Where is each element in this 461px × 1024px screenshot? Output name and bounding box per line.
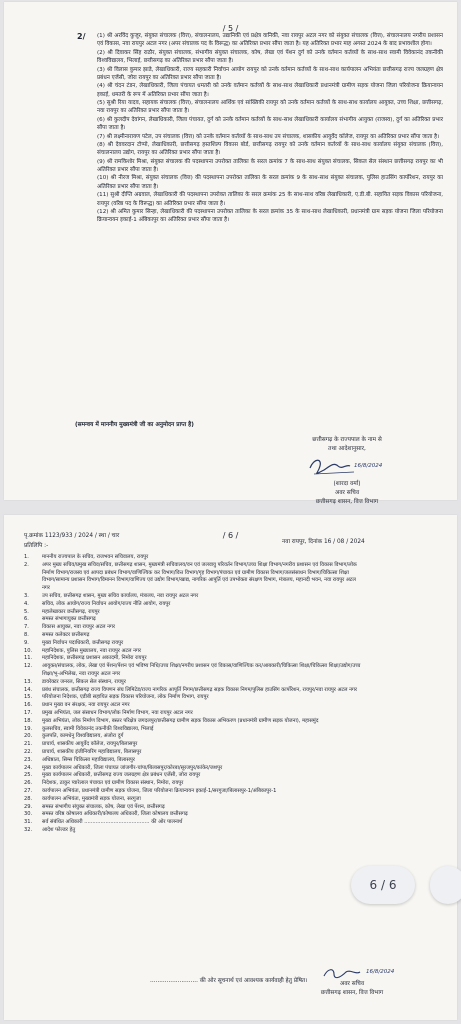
list-item	[24, 780, 364, 788]
list-item-text: कार्यपालन अभियंता, प्रधानमंत्री ग्रामीण सड़क योजना, जिला परियोजना क्रियान्वयन इकाई-1/सरगुजा/बिलासपुर-1/अंबिकापुर-1	[42, 787, 277, 794]
list-item-number: 19.	[24, 725, 33, 732]
list-item-text: अपर मुख्य सचिव/प्रमुख सचिव/सचिव, छत्तीसगढ़ शासन, मुख्यमंत्री सचिवालय/वन एवं जलवायु परिवर्तन विभाग/उच्च शिक्षा विभाग/नगरीय प्रशासन एवं विकास विभाग/लोक निर्माण विभाग/राजस्व एवं आपदा प्रबंधन विभाग/वाणिज्यिक कर विभाग/वित्त विभाग/गृह विभाग/पंचायत एवं ग्रामीण विकास विभाग/जलसंसाधन विभाग/चिकित्सा शिक्षा विभाग/सामान्य प्रशासन विभाग/विमानन विभाग/वाणिज्य एवं उद्योग विभाग/खाद्य, नागरिक आपूर्ति एवं उपभोक्ता संरक्षण विभाग, मंत्रालय, महानदी भवन, नवा रायपुर अटल नगर	[42, 561, 357, 592]
signature-date: 16/8/2024	[366, 969, 395, 975]
signature-line1: छत्तीसगढ़ के राज्यपाल के नाम से	[312, 437, 382, 443]
order-paragraph: (3) श्री विलास कुमार झाडे, लेखाधिकारी, राज्य सहकारी निर्वाचन आयोग रायपुर को उनके वर्तमान कर्तव्यों के साथ-साथ कार्यपालन अभियंता छत्तीसगढ़ राज्य जलग्रहण क्षेत्र प्रबंधन एजेंसी, जोरा रायपुर का अतिरिक्त प्रभार सौंपा जाता है।	[97, 66, 443, 81]
list-item-number: 18.	[24, 717, 33, 724]
list-item-number: 27.	[24, 787, 33, 794]
place-date: नवा रायपुर, दिनांक 16 / 08 / 2024	[282, 539, 365, 545]
list-item-number: 6.	[24, 616, 29, 623]
list-item	[24, 601, 364, 609]
order-paragraph: (2) श्री दिवाकर सिंह राठौर, संयुक्त संचालक, संभागीय संयुक्त संचालक, कोष, लेखा एवं पेंशन दुर्ग को उनके वर्तमान कर्तव्यों के साथ-साथ स्वामी विवेकानंद तकनीकी विश्वविद्यालय, भिलाई, छत्तीसगढ़ का अतिरिक्त प्रभार सौंपा जाता है।	[97, 49, 443, 65]
signature-block-page6	[262, 966, 442, 998]
list-item-text: मुख्य निर्वाचन पदाधिकारी, छत्तीसगढ़ रायपुर	[42, 639, 124, 646]
signatory-office: छत्तीसगढ़ शासन, वित्त विभाग	[315, 499, 379, 505]
list-item	[24, 562, 364, 593]
order-paragraphs	[97, 32, 443, 225]
list-item	[24, 796, 364, 804]
list-item-number: 8.	[24, 631, 29, 638]
list-item-text: परियोजना निदेशक, एडीबी सहायित सड़क विकास परियोजना, लोक निर्माण विभाग, रायपुर	[42, 694, 209, 701]
copy-label: प्रतिलिपि :-	[24, 543, 49, 549]
order-paragraph: (10) श्री नीरज मिश्रा, संयुक्त संचालक (वित्त) की पदस्थापना उपरोक्त तालिका के सरल क्रमांक 9 के साथ-साथ संयुक्त संचालक, पुलिस हाउसिंग कार्पोरेशन, रायपुर का अतिरिक्त प्रभार सौंपा जाता है।	[97, 175, 443, 190]
list-item-text: मुख्य अभियंता, लोक निर्माण विभाग, बस्तर परिक्षेत्र जगदलपुर/छत्तीसगढ़ ग्रामीण सड़क विकास अभिकरण (प्रधानमंत्री ग्रामीण सड़क योजना), महासमुंद	[42, 717, 319, 724]
endorsement-number: पृ.क्रमांक 1123/933 / 2024 / स्था / चार	[24, 533, 120, 539]
list-item-text: मुख्य कार्यपालन अधिकारी, जिला पंचायत जांजगीर-चांपा/बिलासपुर/कोरबा/सूरजपुर/कांकेर/जशपुर	[42, 764, 223, 771]
list-item	[24, 827, 364, 835]
list-item	[24, 632, 364, 640]
list-item-number: 21.	[24, 741, 33, 748]
list-item-number: 14.	[24, 686, 33, 693]
handwritten-signature	[262, 966, 442, 980]
list-item-text: प्रधान मुख्य वन संरक्षक, नवा रायपुर अटल नगर	[42, 702, 130, 709]
list-item-text: मुख्य कार्यपालन अधिकारी, छत्तीसगढ़ राज्य जलग्रहण क्षेत्र प्रबंधन एजेंसी, जोरा रायपुर	[42, 772, 201, 779]
list-item-number: 2.	[24, 561, 29, 568]
order-paragraph: (7) श्री लक्ष्मीनारायण पटेल, उप संचालक (वित्त) को उनके वर्तमान कर्तव्यों के साथ-साथ उप संचालक, शासकीय आयुर्वेद कॉलेज, रायपुर का अतिरिक्त प्रभार सौंपा जाता है।	[97, 133, 440, 140]
list-item-number: 12.	[24, 663, 33, 670]
page-number: / 5 /	[222, 24, 239, 33]
list-item-text: प्राचार्य, शासकीय इंजीनियरिंग महाविद्यालय, बिलासपुर	[42, 748, 142, 755]
list-item	[24, 616, 364, 624]
list-item-number: 17.	[24, 709, 33, 716]
list-item	[24, 819, 364, 827]
list-item-text: महानिदेशक, पुलिस मुख्यालय, नवा रायपुर अटल नगर	[42, 647, 141, 654]
list-item	[24, 679, 364, 687]
list-item	[24, 663, 364, 679]
order-paragraph: (5) सुश्री रिया यादव, सहायक संचालक (वित्त), संचालनालय आर्थिक एवं सांख्यिकी रायपुर को उनके वर्तमान कर्तव्यों के साथ-साथ कार्यालय आयुक्त, उच्च शिक्षा, छत्तीसगढ़, नवा रायपुर का अतिरिक्त प्रभार सौंपा जाता है।	[97, 100, 443, 115]
list-item-text: प्रमुख अभियंता, जल संसाधन विभाग/लोक निर्माण विभाग, नवा रायपुर अटल नगर	[42, 709, 193, 716]
list-item-text: कुलपति, कामधेनु विश्वविद्यालय, अंजोरा दुर्ग	[42, 733, 124, 740]
list-item	[24, 624, 364, 632]
list-item-number: 29.	[24, 803, 33, 810]
signatory-designation: अवर सचिव	[339, 981, 365, 987]
list-item-text: निदेशक, ठाकुर प्यारेलाल पंचायत एवं ग्रामीण विकास संस्थान, निमोरा, रायपुर	[42, 780, 184, 787]
list-item-text: अधिष्ठाता, सिम्स चिकित्सा महाविद्यालय, बिलासपुर	[42, 756, 135, 763]
list-item-number: 16.	[24, 702, 33, 709]
forward-note: .......................... की ओर सूचनार्थ एवं आवश्यक कार्यवाही हेतु प्रेषित।	[150, 978, 308, 984]
order-paragraph: (6) श्री कुलदीप देवांगन, लेखाधिकारी, जिला पंचायत, दुर्ग को उनके वर्तमान कर्तव्यों के साथ-साथ लेखाधिकारी कार्यालय संभागीय आयुक्त (राजस्व), दुर्ग का अतिरिक्त प्रभार सौंपा जाता है।	[97, 116, 443, 132]
list-item-text: महानिदेशक, छत्तीसगढ़ प्रशासन अकादमी, निमोरा रायपुर	[42, 655, 147, 662]
list-item-text: सर्व संबंधित अधिकारी ........................................ की ओर पालनार्थ	[42, 819, 183, 826]
list-item-number: 11.	[24, 655, 33, 662]
list-item-number: 1.	[24, 554, 29, 560]
order-paragraph: (8) श्री देववरदान टोप्पो, लेखाधिकारी, छत्तीसगढ़ हस्तशिल्प विकास बोर्ड, छत्तीसगढ़ रायपुर को उनके वर्तमान कर्तव्यों के साथ-साथ कार्यालय संयुक्त संचालक (वित्त), संचालनालय उद्योग, रायपुर का अतिरिक्त प्रभार सौंपा जाता है।	[97, 141, 443, 157]
handwritten-signature	[262, 454, 432, 480]
list-item-number: 7.	[24, 624, 29, 631]
list-item	[24, 554, 364, 562]
side-page-marker: 2/	[77, 32, 86, 41]
list-item-number: 13.	[24, 678, 33, 685]
list-item-text: कार्यपालन अभियंता, मुख्यमंत्री सड़क योजना, सरगुजा	[42, 795, 141, 802]
order-paragraph: (4) श्री चंदन टंडन, लेखाधिकारी, जिला पंचायत धमतरी को उनके वर्तमान कर्तव्यों के साथ-साथ लेखाधिकारी प्रधानमंत्री ग्रामीण सड़क योजना जिला परियोजना क्रियान्वयन इकाई, धमतरी के रूप में अतिरिक्त प्रभार सौंपा जाता है।	[97, 83, 443, 98]
list-item-number: 22.	[24, 748, 33, 755]
list-item-text: कुलसचिव, स्वामी विवेकानंद तकनीकी विश्वविद्यालय, भिलाई	[42, 725, 154, 732]
order-paragraph: (9) श्री रामकिशोर मिश्रा, संयुक्त संचालक की पदस्थापना उपरोक्त तालिका के सरल क्रमांक 7 के साथ-साथ संयुक्त संचालक, सिकल सेल संस्थान छत्तीसगढ़ रायपुर का भी अतिरिक्त प्रभार सौंपा जाता है।	[97, 158, 443, 173]
order-paragraph: (12) श्री अमित कुमार सिन्हा, लेखाधिकारी की पदस्थापना उपरोक्त तालिका के सरल क्रमांक 35 के साथ-साथ लेखाधिकारी, प्रधानमंत्री ग्राम सड़क योजना जिला परियोजना क्रियान्वयन इकाई-1 अंबिकापुर का अतिरिक्त प्रभार सौंपा जाता है।	[97, 208, 443, 224]
page-indicator[interactable]: 6 / 6	[351, 866, 415, 904]
list-item	[24, 733, 364, 741]
next-page-button[interactable]	[430, 866, 461, 904]
list-item-text: प्रबंध संचालक, छत्तीसगढ़ राज्य विपणन संघ लिमिटेड/राज्य नागरिक आपूर्ति निगम/छत्तीसगढ़ सड़क विकास निगम/पुलिस हाउसिंग कार्पोरेशन, रायपुर/नवा रायपुर अटल नगर	[42, 686, 357, 693]
list-item-number: 25.	[24, 772, 33, 779]
list-item-number: 5.	[24, 608, 29, 615]
list-item-number: 30.	[24, 811, 33, 818]
list-item-number: 3.	[24, 592, 29, 599]
signatory-office: छत्तीसगढ़ शासन, वित्त विभाग	[320, 990, 384, 996]
list-item	[24, 749, 364, 757]
list-item-number: 26.	[24, 780, 33, 787]
list-item-text: डायरेक्टर जनरल, सिकल सेल संस्थान, रायपुर	[42, 678, 126, 685]
list-item	[24, 741, 364, 749]
signatory-name: (शारदा वर्मा)	[333, 481, 361, 487]
list-item-number: 10.	[24, 647, 33, 654]
signature-date: 16/8/2024	[354, 463, 383, 469]
list-item-text: उप सचिव, छत्तीसगढ़ शासन, मुख्य सचिव कार्यालय, मंत्रालय, नवा रायपुर अटल नगर	[42, 592, 199, 599]
order-paragraph: (1) श्री अरविंद कुजूर, संयुक्त संचालक (वित्त), संचालनालय, उद्यानिकी एवं प्रक्षेत्र वानिकी, नवा रायपुर अटल नगर को संयुक्त संचालक (वित्त), संचालनालय नगरीय प्रशासन एवं विकास, नवा रायपुर अटल नगर (अपर संचालक पद के विरूद्ध) का अतिरिक्त प्रभार सौंपा जाता है। यह अतिरिक्त प्रभार माह अगस्त 2024 के बाद प्रभावशील होगा।	[97, 33, 443, 48]
list-item	[24, 710, 364, 718]
list-item	[24, 593, 364, 601]
list-item-number: 15.	[24, 694, 33, 701]
signature-block	[262, 436, 432, 507]
list-item	[24, 640, 364, 648]
list-item-number: 24.	[24, 764, 33, 771]
list-item-text: आदेश फोल्डर हेतु	[42, 826, 76, 833]
list-item-text: समस्त संभागायुक्त छत्तीसगढ़	[42, 616, 96, 623]
list-item-text: विकास आयुक्त, नवा रायपुर अटल नगर	[42, 624, 116, 631]
list-item-number: 20.	[24, 733, 33, 740]
list-item-number: 4.	[24, 600, 29, 607]
approval-note: (समन्वय में माननीय मुख्यमंत्री जी का अनुमोदन प्राप्त है)	[75, 422, 194, 428]
list-item	[24, 772, 364, 780]
page-number: / 6 /	[222, 531, 239, 540]
list-item	[24, 655, 364, 663]
list-item-text: आयुक्त/संचालक, लोक, लेखा एवं पेंशन/पेंशन एवं भविष्य निधि/उच्च शिक्षा/नगरीय प्रशासन एवं विकास/वाणिज्यिक कर/आबकारी/चिकित्सा शिक्षा/चिकित्सा शिक्षा/उद्योग/उच्च शिक्षा/भू-अभिलेख, नवा रायपुर अटल नगर	[42, 663, 361, 677]
list-item	[24, 757, 364, 765]
signature-line2: तथा आदेशानुसार,	[328, 446, 366, 452]
list-item	[24, 811, 364, 819]
list-item-text: प्राचार्य, शासकीय आयुर्वेद कॉलेज, रायपुर/बिलासपुर	[42, 741, 138, 748]
list-item-text: समस्त संभागीय संयुक्त संचालक, कोष, लेखा एवं पेंशन, छत्तीसगढ़	[42, 803, 165, 810]
list-item-number: 23.	[24, 756, 33, 763]
list-item-number: 31.	[24, 819, 33, 826]
list-item-number: 28.	[24, 795, 33, 802]
list-item-text: समस्त कलेक्टर छत्तीसगढ़	[42, 631, 90, 638]
list-item-text: माननीय राज्यपाल के सचिव, राजभवन सचिवालय, रायपुर	[42, 554, 149, 560]
list-item-number: 9.	[24, 639, 29, 646]
list-item	[24, 694, 364, 702]
order-paragraph: (11) सुश्री दीप्ति अग्रवाल, लेखाधिकारी की पदस्थापना उपरोक्त तालिका के सरल क्रमांक 25 के साथ-साथ वरिष्ठ लेखाधिकारी, ए.डी.बी. सहायित सड़क विकास परियोजना, रायपुर (वरिष्ठ पद के विरूद्ध) का अतिरिक्त प्रभार सौंपा जाता है।	[97, 192, 443, 207]
list-item	[24, 718, 364, 726]
list-item-text: सचिव, लोक आयोग/राज्य निर्वाचन आयोग/राज्य नीति आयोग, रायपुर	[42, 600, 171, 607]
list-item-text: समस्त वरिष्ठ कोषालय अधिकारी/कोषालय अधिकारी, जिला कोषालय छत्तीसगढ़	[42, 811, 188, 818]
list-item-number: 32.	[24, 826, 33, 833]
list-item	[24, 788, 364, 796]
distribution-list	[24, 554, 364, 835]
list-item-text: महालेखाकार छत्तीसगढ़, रायपुर	[42, 608, 100, 615]
signatory-designation: अवर सचिव	[334, 490, 360, 496]
list-item	[24, 702, 364, 710]
